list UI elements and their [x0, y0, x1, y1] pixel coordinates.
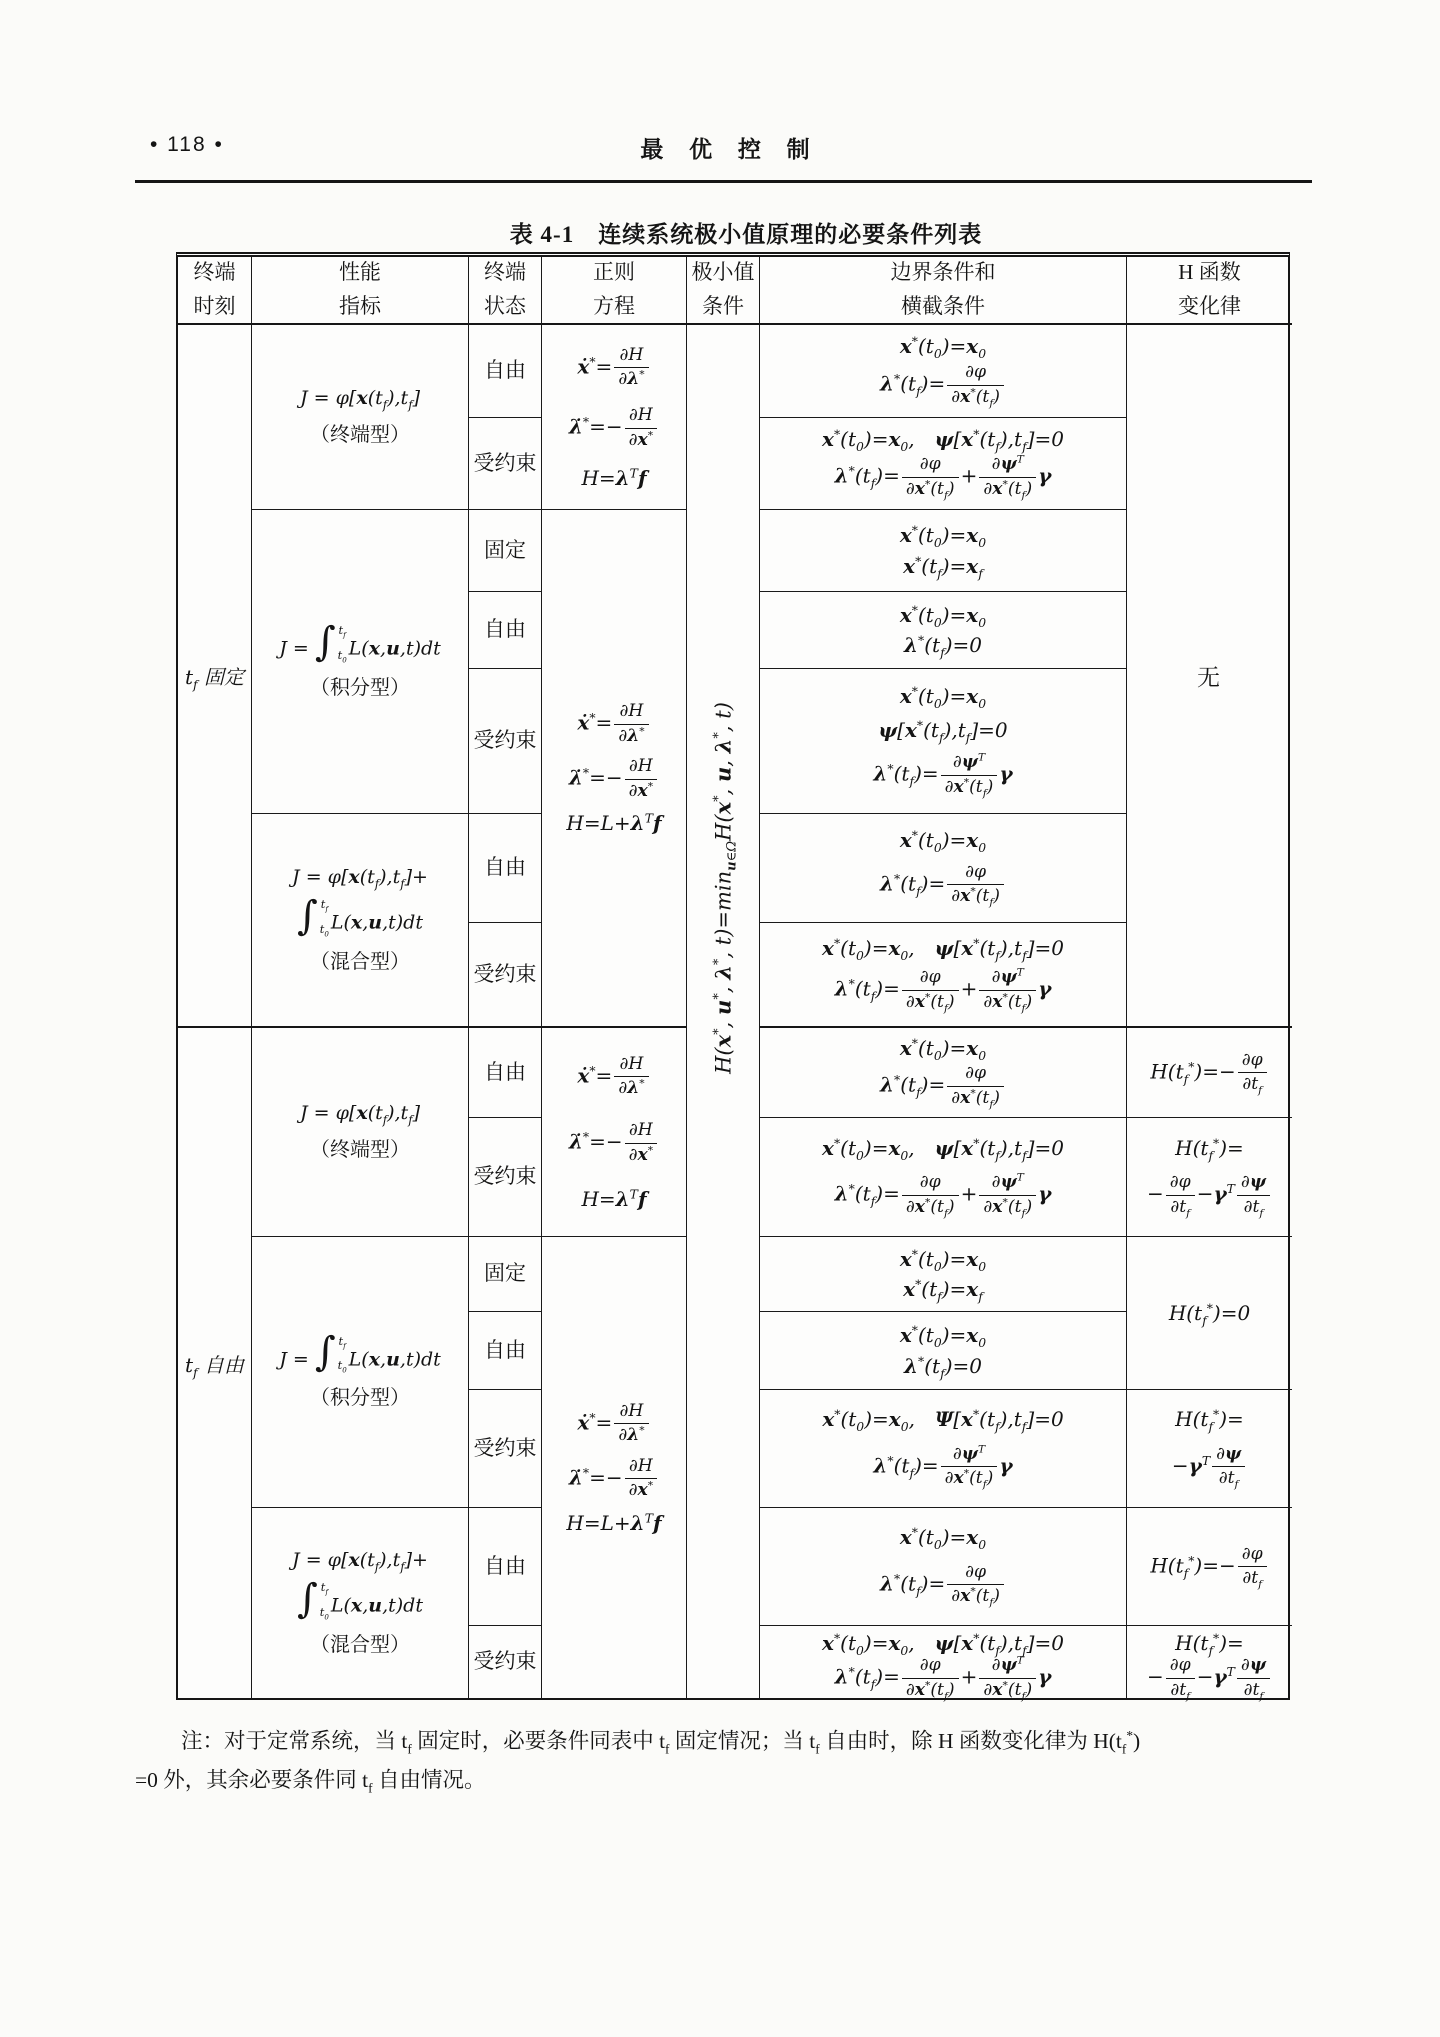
formula-line: ẋ*= $\frac{\partial H}{\partial\lambda^*}$: [577, 1401, 650, 1447]
formula-line: ẋ*= $\frac{\partial H}{\partial\lambda^*}$: [577, 1054, 650, 1100]
h-variation-none-cell: [1127, 325, 1292, 1028]
header-terminal-time: [178, 257, 252, 325]
boundary-conditions-cell: [760, 592, 1127, 669]
boundary-conditions-cell: [760, 510, 1127, 592]
formula-line: $H=L+\lambda^Tf$: [566, 1509, 662, 1535]
header-line: 方程: [593, 294, 635, 318]
formula-line: $x^*(t_0)=x_0$: [899, 602, 987, 630]
boundary-conditions-cell: [760, 418, 1127, 510]
formula-line: $H(t_f^*)=-$ $\frac{\partial\varphi}{\partial t_f}$: [1150, 1050, 1268, 1096]
footnote-line: 注：对于定常系统，当 $t_f$ 固定时，必要条件同表中 $t_f$ 固定情况；当 $t_f$ 自由时，除 H 函数变化律为 $H(t_f^*)$: [181, 1727, 1141, 1757]
rowgroup-tf-free: [178, 1028, 252, 1698]
formula-line: $\lambda^*(t_f)=$ $\frac{\partial\varphi}{\partial x^*(t_f)}$: [880, 1562, 1006, 1608]
performance-index-mixed-fixed: [252, 814, 469, 1028]
canonical-equations-terminal-fixed: [542, 325, 687, 510]
page-number: • 118 •: [150, 133, 224, 156]
formula-line: $\lambda^*(t_f)=$ $\frac{\partial\varphi}{\partial x^*(t_f)}$: [880, 362, 1006, 408]
formula-line: $H=\lambda^Tf$: [581, 464, 647, 490]
formula-line: $\psi[x^*(t_f),t_f]=0$: [878, 717, 1008, 745]
formula-line: $H(t_f^*)=$: [1175, 1406, 1244, 1435]
footnote-line: =0 外，其余必要条件同 $t_f$ 自由情况。: [135, 1767, 486, 1795]
running-title: 最 优 控 制: [640, 137, 820, 162]
header-line: 终端: [484, 260, 526, 285]
formula-line: − $\frac{\partial\varphi}{\partial t_f}$ $-\gamma^T$ $\frac{\partial\psi}{\partial t_f}$: [1147, 1655, 1272, 1701]
terminal-state-cell: [469, 1312, 542, 1390]
none-label: 无: [1197, 665, 1222, 690]
formula-line: λ̇*=− $\frac{\partial H}{\partial x^*}$: [569, 756, 659, 802]
h-variation-cell: [1127, 1237, 1292, 1390]
canonical-equations-integral-mixed-free: [542, 1237, 687, 1698]
boundary-conditions-cell: [760, 1237, 1127, 1312]
formula-line: $\lambda^*(t_f)=0$: [904, 632, 982, 660]
state-label: 受约束: [473, 1649, 537, 1674]
header-line: 变化律: [1178, 294, 1241, 318]
minimum-condition-cell: [687, 325, 760, 1698]
canonical-equations-integral-mixed-fixed: [542, 510, 687, 1028]
formula-line: $x^*(t_0)=x_0$: [899, 1524, 987, 1553]
footnote: [135, 1722, 1315, 1799]
boundary-conditions-cell: [760, 325, 1127, 418]
formula-line: $H(t_f^*)=$: [1175, 1135, 1244, 1163]
state-label: 受约束: [473, 1164, 537, 1189]
type-label: （积分型）: [310, 1387, 410, 1410]
boundary-conditions-cell: [760, 1118, 1127, 1237]
header-line: 条件: [702, 294, 744, 318]
type-label: （终端型）: [310, 1139, 410, 1161]
formula-line: $x^*(t_f)=x_f$: [903, 1276, 983, 1304]
state-label: 受约束: [473, 1435, 537, 1460]
state-label: 固定: [484, 1261, 526, 1286]
canonical-equations-terminal-free: [542, 1028, 687, 1237]
state-label: 自由: [484, 1553, 526, 1578]
conditions-table: [176, 252, 1290, 1700]
terminal-state-cell: [469, 1118, 542, 1237]
formula-line: $-\gamma^T$ $\frac{\partial\psi}{\partial t_f}$: [1172, 1444, 1247, 1490]
performance-index-mixed-free: [252, 1508, 469, 1698]
terminal-state-cell: [469, 923, 542, 1028]
formula-line: $x^*(t_0)=x_0$: [899, 1246, 987, 1275]
header-rule: [135, 180, 1312, 183]
formula-line: $H=\lambda^Tf$: [581, 1185, 647, 1211]
tf-fixed-label: $t_f$ 固定: [185, 665, 244, 692]
boundary-conditions-cell: [760, 1626, 1127, 1702]
h-variation-cell: [1127, 1118, 1292, 1237]
header-minimum-condition: [687, 257, 760, 325]
terminal-state-cell: [469, 1390, 542, 1508]
performance-index-integral-fixed: [252, 510, 469, 814]
terminal-state-cell: [469, 1626, 542, 1698]
terminal-state-cell: [469, 669, 542, 814]
header-line: 指标: [339, 294, 381, 318]
formula-line: $H(t_f^*)=0$: [1168, 1300, 1251, 1328]
formula-line: λ̇*=− $\frac{\partial H}{\partial x^*}$: [569, 405, 659, 451]
formula-line: $\lambda^*(t_f)=$ $\frac{\partial\varphi}{\partial x^*(t_f)}$ + $\frac{\partial\psi^T}{\partial x^*(t_f)}$ γ: [834, 452, 1052, 502]
formula-line: $J = \varphi[x(t_f),t_f]$: [300, 1102, 420, 1127]
formula-line: $\lambda^*(t_f)=$ $\frac{\partial\varphi}{\partial x^*(t_f)}$ + $\frac{\partial\psi^T}{\partial x^*(t_f)}$ γ: [834, 1653, 1052, 1702]
boundary-conditions-cell: [760, 814, 1127, 923]
formula-line: $x^*(t_0)=x_0$, $\psi[x^*(t_f),t_f]=0$: [822, 935, 1064, 963]
header-canonical-equations: [542, 257, 687, 325]
terminal-state-cell: [469, 1237, 542, 1312]
formula-line: $J = \varphi[x(t_f),t_f]+$: [292, 866, 428, 891]
boundary-conditions-cell: [760, 1390, 1127, 1508]
terminal-state-cell: [469, 1028, 542, 1118]
performance-index-terminal-free: [252, 1028, 469, 1237]
header-line: 极小值: [691, 260, 755, 285]
terminal-state-cell: [469, 510, 542, 592]
header-line: 横截条件: [901, 294, 985, 318]
h-variation-cell: [1127, 1508, 1292, 1626]
boundary-conditions-cell: [760, 923, 1127, 1028]
boundary-conditions-cell: [760, 1312, 1127, 1390]
terminal-state-cell: [469, 418, 542, 510]
tf-free-label: $t_f$ 自由: [185, 1352, 244, 1380]
header-line: 边界条件和: [890, 260, 996, 285]
formula-line: $J = \varphi[x(t_f),t_f]+$: [292, 1549, 428, 1574]
table-title: 表 4-1 连续系统极小值原理的必要条件列表: [509, 222, 983, 247]
header-terminal-state: [469, 257, 542, 325]
state-label: 受约束: [473, 728, 537, 753]
formula-line: $x^*(t_0)=x_0$: [899, 1322, 987, 1351]
formula-line: J = ∫ $t_f$ $t_0$ L(x,u,t)dt: [279, 1329, 441, 1376]
terminal-state-cell: [469, 1508, 542, 1626]
formula-line: ∫ $t_f$ $t_0$ L(x,u,t)dt: [297, 1575, 423, 1622]
boundary-conditions-cell: [760, 669, 1127, 814]
formula-line: $x^*(t_0)=x_0$: [899, 683, 987, 711]
formula-line: $x^*(t_0)=x_0$, $\psi[x^*(t_f),t_f]=0$: [822, 1135, 1064, 1163]
formula-line: $\lambda^*(t_f)=0$: [904, 1353, 982, 1381]
formula-line: ẋ*= $\frac{\partial H}{\partial\lambda^*}$: [577, 345, 650, 391]
formula-line: − $\frac{\partial\varphi}{\partial t_f}$ $-\gamma^T$ $\frac{\partial\psi}{\partial t_f}$: [1147, 1172, 1272, 1218]
header-line: 正则: [593, 260, 635, 285]
formula-line: $H(t_f^*)=-$ $\frac{\partial\varphi}{\partial t_f}$: [1150, 1544, 1268, 1590]
h-variation-cell: [1127, 1390, 1292, 1508]
performance-index-terminal-fixed: [252, 325, 469, 510]
formula-line: $x^*(t_0)=x_0$: [899, 1035, 987, 1063]
terminal-state-cell: [469, 592, 542, 669]
formula-line: $x^*(t_0)=x_0$, $\Psi[x^*(t_f),t_f]=0$: [822, 1406, 1064, 1435]
state-label: 自由: [484, 855, 526, 880]
state-label: 自由: [484, 358, 526, 383]
formula-line: $\lambda^*(t_f)=$ $\frac{\partial\psi^T}{\partial x^*(t_f)}$ γ: [873, 750, 1013, 799]
state-label: 自由: [484, 1059, 526, 1084]
header-line: H 函数: [1178, 260, 1241, 285]
formula-line: $\lambda^*(t_f)=$ $\frac{\partial\varphi}{\partial x^*(t_f)}$ + $\frac{\partial\psi^T}{\partial x^*(t_f)}$ γ: [834, 965, 1052, 1015]
minimum-condition-formula: H(x*, u*, λ*, $t)=\min_{u\in\Omega}H(x^*$, u, λ*, t): [710, 702, 740, 1074]
formula-line: $\lambda^*(t_f)=$ $\frac{\partial\varphi}{\partial x^*(t_f)}$ + $\frac{\partial\psi^T}{\partial x^*(t_f)}$ γ: [834, 1170, 1052, 1220]
formula-line: $x^*(t_0)=x_0$: [899, 827, 987, 856]
state-label: 受约束: [473, 961, 537, 986]
state-label: 固定: [484, 537, 526, 562]
formula-line: J = ∫ $t_f$ $t_0$ L(x,u,t)dt: [279, 618, 441, 665]
formula-line: λ̇*=− $\frac{\partial H}{\partial x^*}$: [569, 1456, 659, 1502]
state-label: 受约束: [473, 450, 537, 475]
header-h-variation: [1127, 257, 1292, 325]
state-label: 自由: [484, 617, 526, 642]
formula-line: $H=L+\lambda^Tf$: [566, 810, 662, 835]
header-boundary-conditions: [760, 257, 1127, 325]
rowgroup-tf-fixed: [178, 325, 252, 1028]
formula-line: $x^*(t_0)=x_0$, $\psi[x^*(t_f),t_f]=0$: [822, 426, 1064, 454]
formula-line: ∫ $t_f$ $t_0$ L(x,u,t)dt: [297, 892, 423, 939]
boundary-conditions-cell: [760, 1508, 1127, 1626]
formula-line: $x^*(t_0)=x_0$: [899, 522, 987, 550]
h-variation-cell: [1127, 1626, 1292, 1702]
formula-line: $H(t_f^*)=$: [1175, 1630, 1244, 1658]
header-performance-index: [252, 257, 469, 325]
formula-line: $J = \varphi[x(t_f),t_f]$: [300, 387, 420, 412]
formula-line: $\lambda^*(t_f)=$ $\frac{\partial\varphi}{\partial x^*(t_f)}$: [880, 862, 1006, 908]
type-label: （混合型）: [310, 950, 410, 973]
type-label: （积分型）: [310, 676, 410, 699]
formula-line: $x^*(t_f)=x_f$: [903, 553, 983, 582]
boundary-conditions-cell: [760, 1028, 1127, 1118]
formula-line: $\lambda^*(t_f)=$ $\frac{\partial\psi^T}{\partial x^*(t_f)}$ γ: [873, 1441, 1013, 1491]
terminal-state-cell: [469, 814, 542, 923]
formula-line: $\lambda^*(t_f)=$ $\frac{\partial\varphi}{\partial x^*(t_f)}$: [880, 1063, 1006, 1109]
state-label: 自由: [484, 1337, 526, 1362]
formula-line: ẋ*= $\frac{\partial H}{\partial\lambda^*}$: [577, 701, 650, 747]
formula-line: $x^*(t_0)=x_0$, $\psi[x^*(t_f),t_f]=0$: [822, 1630, 1064, 1658]
header-line: 性能: [339, 260, 381, 285]
formula-line: $x^*(t_0)=x_0$: [899, 333, 987, 361]
terminal-state-cell: [469, 325, 542, 418]
h-variation-cell: [1127, 1028, 1292, 1118]
header-line: 状态: [484, 294, 526, 318]
performance-index-integral-free: [252, 1237, 469, 1508]
type-label: （混合型）: [310, 1633, 410, 1656]
type-label: （终端型）: [310, 424, 410, 446]
header-line: 终端: [193, 260, 236, 285]
header-line: 时刻: [193, 294, 236, 318]
formula-line: λ̇*=− $\frac{\partial H}{\partial x^*}$: [569, 1120, 659, 1166]
